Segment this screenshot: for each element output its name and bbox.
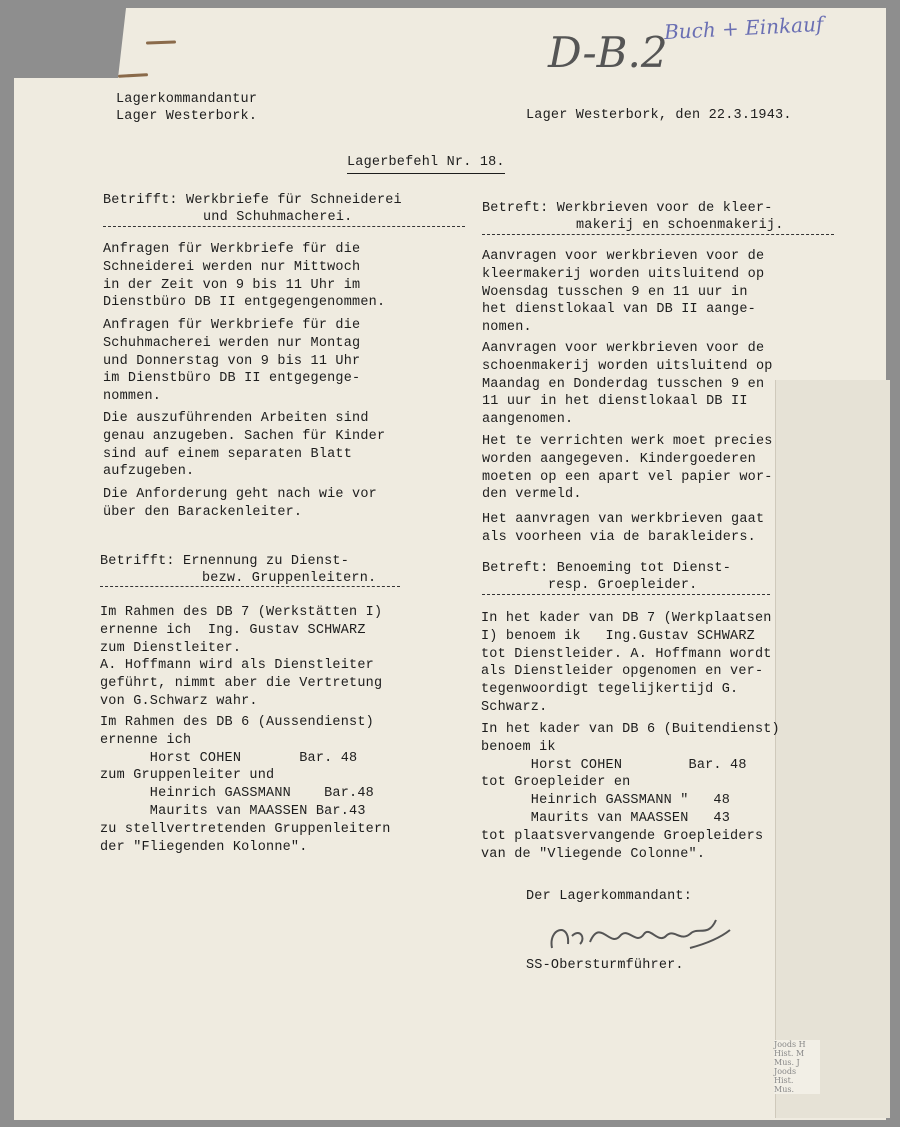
text-line: Anfragen für Werkbriefe für die: [103, 242, 361, 257]
stamp-line: Joods: [774, 1067, 797, 1076]
de-heading-1b: und Schuhmacherei.: [203, 210, 353, 225]
text-line: het dienstlokaal van DB II aange-: [482, 302, 756, 318]
text-line: sind auf einem separaten Blatt: [103, 446, 353, 462]
de-heading-1: Betrifft: Werkbriefe für Schneiderei: [103, 193, 402, 208]
text-line: ernenne ich Ing. Gustav SCHWARZ: [100, 622, 366, 638]
text-line: aufzugeben.: [103, 464, 195, 480]
text-line: Maurits van MAASSEN Bar.43: [100, 804, 366, 819]
text-line: Schneiderei werden nur Mittwoch: [103, 259, 361, 275]
text-line: Anfragen für Werkbriefe für die: [103, 318, 361, 333]
text-line: über den Barackenleiter.: [103, 504, 303, 520]
stamp-line: Mus.: [774, 1085, 794, 1094]
nl-heading-2b: resp. Groepleider.: [548, 578, 698, 593]
order-title: Lagerbefehl Nr. 18.: [347, 154, 505, 174]
text-line: 11 uur in het dienstlokaal DB II: [482, 394, 748, 410]
text-line: schoenmakerij worden uitsluitend op: [482, 358, 773, 374]
text-line: im Dienstbüro DB II entgegenge-: [103, 371, 361, 387]
stamp-line: Mus. J: [774, 1058, 800, 1067]
text-line: aangenomen.: [482, 412, 574, 428]
text-line: Schuhmacherei werden nur Montag: [103, 335, 361, 351]
text-line: zu stellvertretenden Gruppenleitern: [100, 821, 391, 837]
text-line: Maurits van MAASSEN 43: [481, 811, 731, 826]
text-line: und Donnerstag von 9 bis 11 Uhr: [103, 353, 361, 369]
handwritten-code: D-B.2: [548, 28, 668, 77]
text-line: tot Dienstleider. A. Hoffmann wordt: [481, 646, 772, 662]
text-line: von G.Schwarz wahr.: [100, 694, 258, 709]
underlying-sheet: [775, 380, 890, 1118]
text-line: geführt, nimmt aber die Vertretung: [100, 676, 383, 692]
text-line: ernenne ich: [100, 732, 192, 748]
archive-stamp: [774, 1040, 820, 1094]
text-line: In het kader van DB 7 (Werkplaatsen: [481, 611, 772, 626]
nl-heading-2-rule: [482, 594, 770, 595]
text-line: als voorheen via de barakleiders.: [482, 529, 756, 545]
de-heading-1-rule: [103, 226, 465, 227]
text-line: A. Hoffmann wird als Dienstleiter: [100, 658, 374, 674]
nl-heading-1b: makerij en schoenmakerij.: [576, 218, 784, 233]
text-line: zum Dienstleiter.: [100, 640, 242, 656]
sender-line1: Lagerkommandantur: [116, 92, 258, 107]
sender-line2: Lager Westerbork.: [116, 109, 258, 124]
text-line: Die auszuführenden Arbeiten sind: [103, 411, 369, 426]
text-line: Im Rahmen des DB 7 (Werkstätten I): [100, 605, 383, 620]
text-line: I) benoem ik Ing.Gustav SCHWARZ: [481, 628, 755, 644]
de-heading-2b: bezw. Gruppenleitern.: [202, 571, 377, 586]
text-line: nomen.: [482, 320, 532, 336]
place-date: Lager Westerbork, den 22.3.1943.: [526, 108, 792, 123]
stamp-line: Joods H: [774, 1040, 806, 1049]
text-line: Horst COHEN Bar. 48: [100, 750, 358, 766]
text-line: tot Groepleider en: [481, 775, 631, 791]
stamp-line: Hist.: [774, 1076, 794, 1085]
text-line: Heinrich GASSMANN " 48: [481, 793, 731, 809]
text-line: der "Fliegenden Kolonne".: [100, 839, 308, 855]
text-line: Horst COHEN Bar. 48: [481, 757, 747, 773]
nl-heading-2: Betreft: Benoeming tot Dienst-: [482, 561, 732, 576]
text-line: Dienstbüro DB II entgegengenommen.: [103, 295, 386, 311]
text-line: zum Gruppenleiter und: [100, 768, 275, 784]
closing-rank: SS-Obersturmführer.: [526, 958, 684, 973]
text-line: genau anzugeben. Sachen für Kinder: [103, 428, 386, 444]
text-line: van de "Vliegende Colonne".: [481, 846, 706, 862]
text-line: nommen.: [103, 389, 162, 405]
nl-heading-1-rule: [482, 234, 834, 235]
text-line: als Dienstleider opgenomen en ver-: [481, 664, 764, 680]
text-line: moeten op een apart vel papier wor-: [482, 469, 773, 485]
text-line: Heinrich GASSMANN Bar.48: [100, 786, 374, 802]
text-line: Maandag en Donderdag tusschen 9 en: [482, 376, 765, 392]
text-line: kleermakerij worden uitsluitend op: [482, 266, 765, 282]
text-line: tot plaatsvervangende Groepleiders: [481, 828, 764, 844]
text-line: in der Zeit von 9 bis 11 Uhr im: [103, 277, 361, 293]
text-line: Aanvragen voor werkbrieven voor de: [482, 341, 765, 356]
text-line: Im Rahmen des DB 6 (Aussendienst): [100, 715, 374, 730]
text-line: den vermeld.: [482, 487, 582, 503]
de-heading-2-rule: [100, 586, 400, 587]
text-line: Die Anforderung geht nach wie vor: [103, 487, 377, 502]
text-line: Het aanvragen van werkbrieven gaat: [482, 512, 765, 527]
de-heading-2: Betrifft: Ernennung zu Dienst-: [100, 554, 350, 569]
text-line: Woensdag tusschen 9 en 11 uur in: [482, 284, 748, 300]
text-line: benoem ik: [481, 739, 556, 755]
handwritten-note: Buch + Einkauf: [663, 11, 824, 45]
text-line: tegenwoordigt tegelijkertijd G.: [481, 682, 739, 698]
text-line: Aanvragen voor werkbrieven voor de: [482, 249, 765, 264]
stamp-line: Hist. M: [774, 1049, 805, 1058]
closing-title: Der Lagerkommandant:: [526, 889, 693, 904]
text-line: Schwarz.: [481, 700, 548, 715]
text-line: worden aangegeven. Kindergoederen: [482, 451, 756, 467]
text-line: Het te verrichten werk moet precies: [482, 434, 773, 449]
nl-heading-1: Betreft: Werkbrieven voor de kleer-: [482, 201, 773, 216]
text-line: In het kader van DB 6 (Buitendienst): [481, 722, 780, 737]
